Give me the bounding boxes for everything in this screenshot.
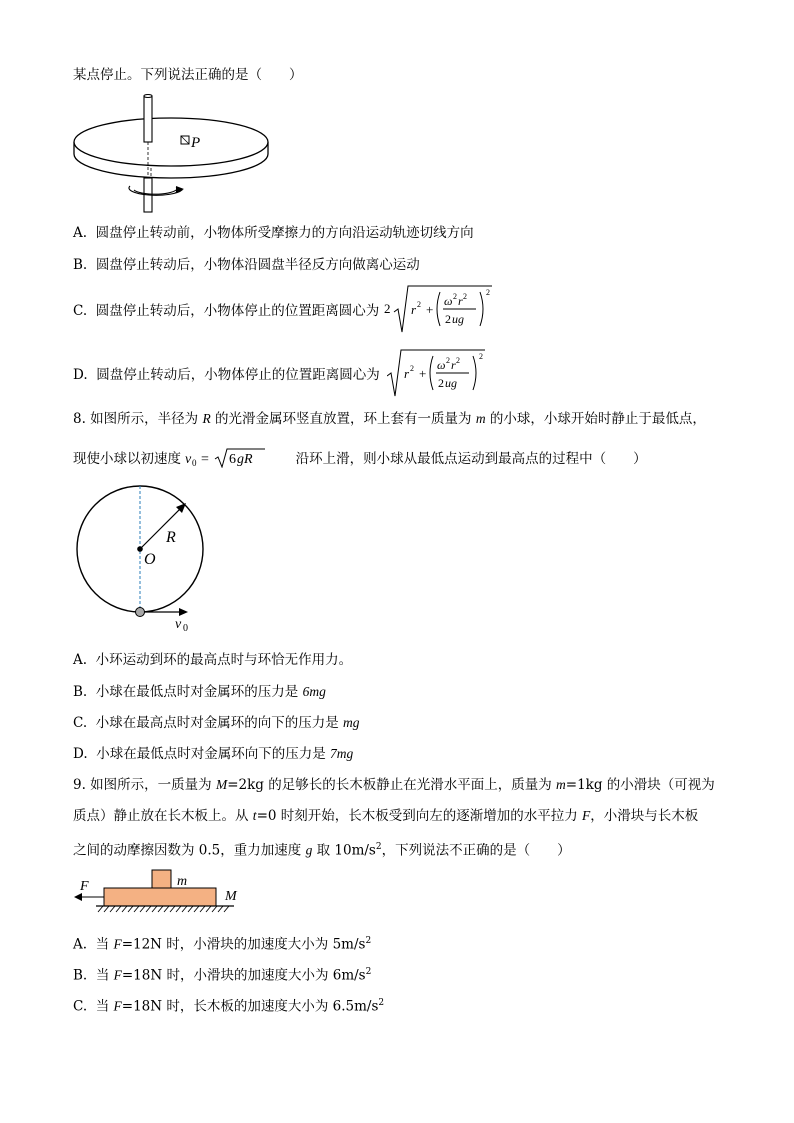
svg-text:2: 2 xyxy=(463,292,467,301)
q9-stem-line1: 9. 如图所示，一质量为 M=2kg 的足够长的长木板静止在光滑水平面上，质量为 m=1kg 的小滑块（可视为 xyxy=(73,777,715,793)
svg-text:6: 6 xyxy=(229,452,237,467)
svg-text:r: r xyxy=(404,366,410,381)
svg-text:2: 2 xyxy=(410,364,414,373)
svg-text:2: 2 xyxy=(486,288,490,297)
q9-option-a: A. 当 F=12N 时，小滑块的加速度大小为 $5m/s^2$ xyxy=(73,936,372,953)
svg-text:r: r xyxy=(458,294,463,308)
svg-text:ω: ω xyxy=(437,358,446,372)
svg-text:ug: ug xyxy=(452,312,464,326)
svg-text:r: r xyxy=(451,358,456,372)
svg-text:2: 2 xyxy=(479,352,483,361)
q9-label-m: m xyxy=(177,874,188,889)
q9-stem-line2: 质点）静止放在长木板上。从 t=0 时刻开始，长木板受到向左的逐渐增加的水平拉力 F，小滑块与长木板 xyxy=(73,808,699,824)
q8-option-d: D. 小球在最低点时对金属环向下的压力是 7mg xyxy=(73,746,354,762)
q7-formula-c xyxy=(384,282,504,338)
q8-label-r: R xyxy=(166,529,176,546)
q9-stem-line3: 之间的动摩擦因数为 0.5，重力加速度 g 取 $10m/s^2$，下列说法不正确的是（ ） xyxy=(73,842,571,859)
q7-formula-d xyxy=(387,346,497,402)
q9-option-c: C. 当 F=18N 时，长木板的加速度大小为 $6.5m/s^2$ xyxy=(73,998,385,1015)
svg-text:2: 2 xyxy=(417,300,421,309)
q8-label-o: O xyxy=(144,551,156,568)
q8-label-v: v xyxy=(175,617,182,632)
svg-text:gR: gR xyxy=(237,452,253,467)
q9-label-bigm: M xyxy=(225,889,237,904)
svg-text:ω: ω xyxy=(444,294,453,308)
q9-label-f: F xyxy=(80,879,89,894)
q8-option-a: A. 小环运动到环的最高点时与环恰无作用力。 xyxy=(73,652,353,668)
q8-stem-line2: 现使小球以初速度 v 0 = 6 gR 沿环上滑，则小球从最低点运动到最高点的过程中（ ） xyxy=(73,448,647,468)
svg-text:2: 2 xyxy=(453,292,457,301)
svg-text:2: 2 xyxy=(446,356,450,365)
svg-text:2: 2 xyxy=(445,312,451,326)
q8-v0-formula xyxy=(185,448,291,468)
svg-text:0: 0 xyxy=(192,458,197,468)
svg-text:v: v xyxy=(185,452,192,467)
q9-option-b: B. 当 F=18N 时，小滑块的加速度大小为 $6m/s^2$ xyxy=(73,967,372,984)
q8-label-v-sub: 0 xyxy=(183,623,188,634)
svg-text:r: r xyxy=(411,302,417,317)
q9-board-figure xyxy=(72,866,247,916)
q7-stem-tail: 某点停止。下列说法正确的是（ ） xyxy=(73,67,303,83)
q8-stem-line1: 8. 如图所示，半径为 R 的光滑金属环竖直放置，环上套有一质量为 m 的小球，小球开始时静止于最低点， xyxy=(73,411,706,427)
q8-option-c: C. 小球在最高点时对金属环的向下的压力是 mg xyxy=(73,715,360,731)
svg-text:+: + xyxy=(419,366,427,381)
svg-text:2: 2 xyxy=(456,356,460,365)
svg-text:2: 2 xyxy=(438,376,444,390)
q8-option-b: B. 小球在最低点时对金属环的压力是 6mg xyxy=(73,684,326,700)
q7-option-a: A. 圆盘停止转动前，小物体所受摩擦力的方向沿运动轨迹切线方向 xyxy=(73,225,474,241)
q7-option-d: D. 圆盘停止转动后，小物体停止的位置距离圆心为 xyxy=(73,367,380,383)
q8-ring-figure xyxy=(72,484,212,634)
q7-disk-figure xyxy=(72,94,272,216)
q7-option-c: C. 圆盘停止转动后，小物体停止的位置距离圆心为 xyxy=(73,303,380,319)
svg-text:+: + xyxy=(426,302,434,317)
q7-option-b: B. 圆盘停止转动后，小物体沿圆盘半径反方向做离心运动 xyxy=(73,257,420,273)
svg-text:=: = xyxy=(201,452,210,467)
svg-text:ug: ug xyxy=(445,376,457,390)
q7-label-p: P xyxy=(191,135,201,151)
q7-c-coef: 2 xyxy=(384,301,391,316)
